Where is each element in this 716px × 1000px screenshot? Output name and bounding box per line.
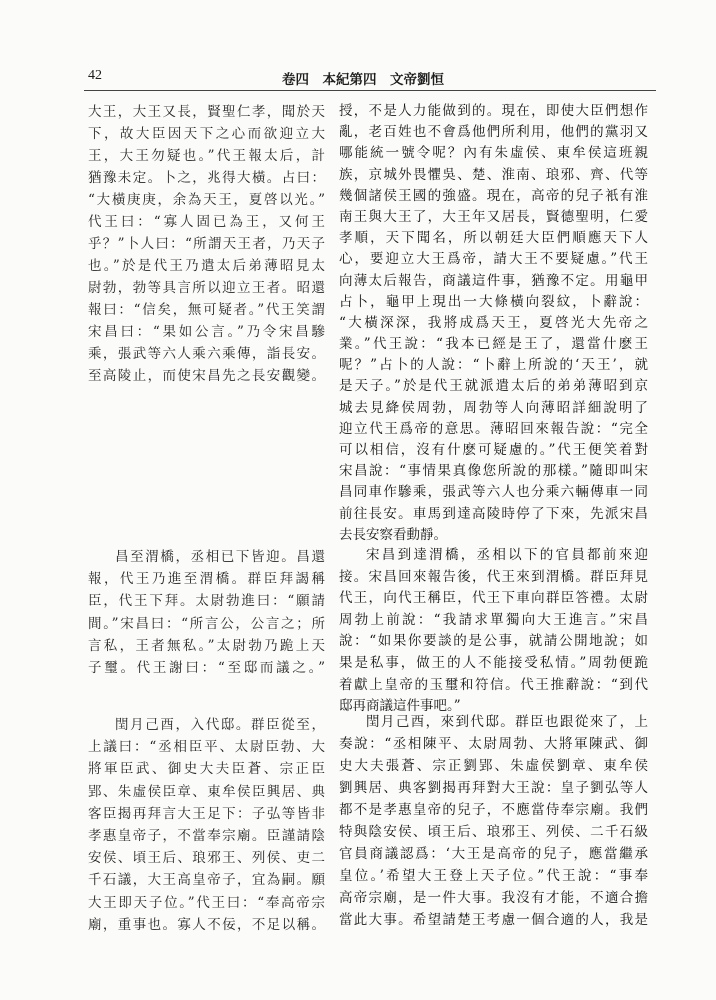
text-line: 間。”宋昌曰：“所言公，公言之；所: [88, 615, 325, 632]
text-line: 閏月己酉，入代邸。群臣從至，: [115, 717, 325, 733]
text-line: 代王曰：“寡人固已為王，又何王: [88, 214, 325, 230]
classical-text-paragraph-3: [88, 714, 325, 936]
text-line: 客臣揭再拜言大王足下：子弘等皆非: [88, 805, 325, 822]
text-line: 至高陵止，而使宋昌先之長安觀變。: [88, 368, 325, 384]
text-line: 安侯、頃王后、琅邪王、列侯、吏二: [88, 850, 325, 867]
text-line: 代王，向代王稱臣，代王下車向群臣答禮。太尉: [339, 590, 648, 607]
text-line: 宋昌說：“事情果真像您所說的那樣。”隨即叫宋: [339, 463, 648, 480]
text-line: 周勃上前說：“我請求單獨向大王進言。”宋昌: [339, 611, 648, 628]
text-line: 族，京城外畏懼吳、楚、淮南、琅邪、齊、代等: [339, 166, 648, 183]
text-line: 孝惠皇帝子，不當奉宗廟。臣謹請陰: [88, 827, 325, 844]
text-line: 將軍臣武、御史大夫臣蒼、宗正臣: [88, 761, 325, 778]
text-line: 城去見絳侯周勃，周勃等人向薄昭詳細說明了: [339, 399, 648, 416]
text-line: 都不是孝惠皇帝的兒子，不應當侍奉宗廟。我們: [339, 802, 648, 818]
text-line: 邸再商議這件事吧。”: [339, 698, 461, 715]
text-line: 心，要迎立大王爲帝，請大王不要疑慮。”代王: [339, 251, 648, 268]
text-line: 占卜，龜甲上現出一大條橫向裂紋，卜辭說：: [339, 293, 648, 310]
text-line: 昌至渭橋，丞相已下皆迎。昌還: [115, 549, 325, 565]
text-line: 宋昌到達渭橋，丞相以下的官員都前來迎: [366, 547, 648, 563]
text-line: 郢、朱虛侯臣章、東牟侯臣興居、典: [88, 783, 325, 800]
text-line: 史大夫張蒼、宗正劉郢、朱虛侯劉章、東牟侯: [339, 758, 648, 774]
text-line: 千石議，大王高皇帝子，宜為嗣。願: [88, 872, 325, 889]
text-line: 奏說：“丞相陳平、太尉周勃、大將軍陳武、御: [339, 736, 648, 752]
page-number: 42: [88, 68, 102, 83]
text-line: 特與陰安侯、頃王后、琅邪王、列侯、二千石級: [339, 824, 648, 840]
text-line: 劉興居、典客劉揭再拜對大王說：皇子劉弘等人: [339, 780, 648, 796]
text-line: 皇位。’希望大王登上天子位。”代王說：“事奉: [339, 868, 648, 884]
text-line: 乘，張武等六人乘六乘傳，詣長安。: [88, 346, 325, 362]
classical-text-paragraph-1: [88, 101, 325, 387]
text-line: 前往長安。車馬到達高陵時停了下來，先派宋昌: [339, 505, 648, 522]
running-title: 卷四 本紀第四 文帝劉恒: [282, 72, 444, 88]
text-line: “大橫庚庚，余為天王，夏啓以光。”: [88, 192, 325, 208]
translation-paragraph-1: [339, 101, 648, 546]
text-line: 乎？”卜人曰：“所謂天王者，乃天子: [88, 236, 325, 252]
translation-paragraph-2: [339, 545, 648, 718]
text-line: 也。”於是代王乃遣太后弟薄昭見太: [88, 258, 325, 274]
text-line: 下，故大臣因天下之心而欲迎立大: [88, 126, 325, 142]
text-line: 上議曰：“丞相臣平、太尉臣勃、大: [88, 739, 325, 756]
text-line: 業。”代王說：“我本已經是王了，還當什麽王: [339, 336, 648, 353]
text-line: 大王即天子位。”代王曰：“奉高帝宗: [88, 894, 325, 911]
text-line: 哪能統一號令呢？內有朱虛侯、東牟侯這班親: [339, 145, 648, 162]
text-line: 可以相信，沒有什麽可疑慮的。”代王便笑着對: [339, 442, 648, 458]
text-line: 猶豫未定。卜之，兆得大橫。占曰：: [88, 170, 325, 186]
text-line: “大橫深深，我將成爲天王，夏啓光大先帝之: [339, 314, 648, 331]
text-line: 孝順，天下聞名，所以朝廷大臣們順應天下人: [339, 230, 648, 247]
text-line: 果是私事，做王的人不能接受私情。”周勃便跪: [339, 654, 648, 671]
text-line: 王，大王勿疑也。”代王報太后，計: [88, 148, 325, 164]
text-line: 去長安察看動靜。: [339, 526, 447, 543]
text-line: 向薄太后報告，商議這件事，猶豫不定。用龜甲: [339, 272, 648, 289]
classical-text-paragraph-2: [88, 546, 325, 679]
text-line: 着獻上皇帝的玉璽和符信。代王推辭說：“到代: [339, 676, 648, 693]
text-line: 報，代王乃進至渭橋。群臣拜謁稱: [88, 571, 325, 588]
text-line: 廟，重事也。寡人不佞，不足以稱。: [88, 916, 325, 933]
text-line: 官員商議認爲：‘大王是高帝的兒子，應當繼承: [339, 846, 648, 862]
text-line: 迎立代王爲帝的意思。薄昭回來報告說：“完全: [339, 420, 648, 437]
text-line: 接。宋昌回來報告後，代王來到渭橋。群臣拜見: [339, 568, 648, 585]
text-line: 南王與大王了，大王年又居長，賢德聖明，仁愛: [339, 208, 648, 225]
text-line: 說：“如果你要談的是公事，就請公開地說；如: [339, 633, 648, 650]
text-line: 是天子。”於是代王就派遣太后的弟弟薄昭到京: [339, 378, 648, 395]
text-line: 幾個諸侯王國的強盛。現在，高帝的兒子衹有淮: [339, 187, 648, 204]
text-line: 昌同車作驂乘，張武等六人也分乘六輛傳車一同: [339, 484, 648, 501]
text-line: 閏月己酉，來到代邸。群臣也跟從來了，上: [366, 714, 648, 730]
header-rule: [84, 90, 656, 91]
text-line: 尉勃，勃等具言所以迎立王者。昭還: [88, 280, 325, 296]
text-line: 臣，代王下拜。太尉勃進曰：“願請: [88, 593, 325, 610]
text-line: 呢？”占卜的人說：“卜辭上所說的‘天王’，就: [339, 357, 648, 374]
text-line: 授，不是人力能做到的。現在，即使大臣們想作: [339, 103, 648, 119]
text-line: 言私，王者無私。”太尉勃乃跪上天: [88, 637, 325, 654]
text-line: 報曰：“信矣，無可疑者。”代王笑謂: [88, 302, 325, 318]
text-line: 宋昌曰：“果如公言。”乃令宋昌驂: [88, 324, 325, 340]
text-line: 高帝宗廟，是一件大事。我沒有才能，不適合擔: [339, 890, 648, 906]
text-line: 大王，大王又長，賢聖仁孝，聞於天: [88, 104, 325, 120]
text-line: 當此大事。希望請楚王考慮一個合適的人，我是: [339, 912, 648, 928]
translation-paragraph-3: [339, 711, 648, 931]
text-line: 子璽。代王謝曰：“至邸而議之。”: [88, 659, 325, 676]
text-line: 亂，老百姓也不會爲他們所利用，他們的黨羽又: [339, 124, 648, 141]
